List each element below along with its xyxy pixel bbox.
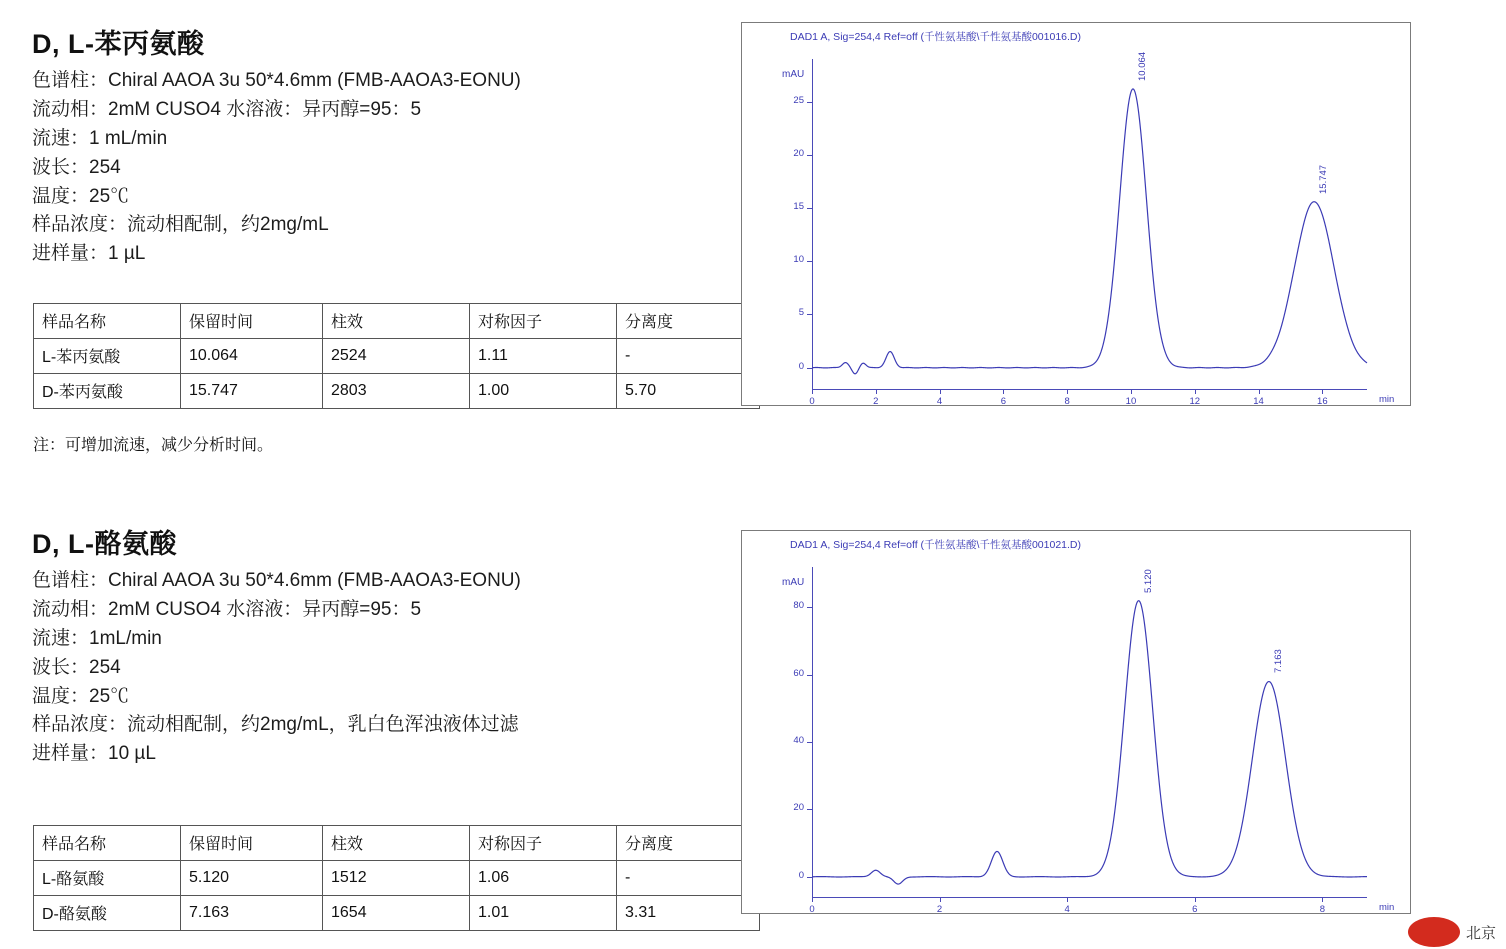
cell-column-efficiency: 1512: [323, 861, 470, 896]
x-axis-tick-label: 8: [1319, 904, 1325, 915]
x-axis-tick-label: 2: [936, 904, 943, 915]
note-phenylalanine: 注：可增加流速，减少分析时间。: [33, 437, 274, 454]
param-temperature: 温度：25℃: [32, 185, 130, 207]
cell-symmetry-factor: 1.11: [470, 339, 617, 374]
y-axis-unit-label: mAU: [782, 577, 805, 588]
cell-resolution: 5.70: [617, 374, 760, 409]
x-axis-tick-label: 4: [1064, 904, 1070, 915]
y-axis-tick-label: 5: [798, 307, 804, 319]
header-sample-name: 样品名称: [34, 826, 181, 861]
cell-sample-name: L-苯丙氨酸: [34, 339, 181, 374]
header-column-efficiency: 柱效: [323, 304, 470, 339]
chromatogram-title: DAD1 A, Sig=254,4 Ref=off (千性氨基酸\千性氨基酸001016.D): [790, 31, 1082, 43]
page-title-tyrosine: D, L-酪氨酸: [32, 529, 177, 559]
peak-label: 15.747: [1318, 164, 1330, 194]
header-symmetry-factor: 对称因子: [470, 304, 617, 339]
x-axis-tick-label: 6: [1000, 396, 1007, 407]
param-sample-concentration: 样品浓度：流动相配制，约2mg/mL: [32, 214, 329, 236]
cell-symmetry-factor: 1.06: [470, 861, 617, 896]
y-axis-tick-label: 0: [798, 869, 804, 881]
x-axis-tick-label: 8: [1064, 396, 1070, 407]
param-temperature: 温度：25℃: [32, 685, 130, 707]
x-axis-tick-label: 16: [1317, 396, 1328, 407]
header-column-efficiency: 柱效: [323, 826, 470, 861]
y-axis-tick-label: 10: [793, 254, 804, 266]
cell-retention-time: 10.064: [181, 339, 323, 374]
param-injection-volume: 进样量：10 µL: [32, 743, 156, 765]
table-row: [34, 339, 760, 374]
y-axis-tick-label: 60: [793, 667, 804, 679]
param-sample-concentration: 样品浓度：流动相配制，约2mg/mL，乳白色浑浊液体过滤: [32, 714, 519, 736]
cell-sample-name: L-酪氨酸: [34, 861, 181, 896]
cell-column-efficiency: 2803: [323, 374, 470, 409]
param-mobile-phase: 流动相：2mM CUSO4 水溶液：异丙醇=95：5: [32, 598, 422, 620]
param-flow-rate: 流速：1 mL/min: [32, 127, 168, 149]
chromatogram-title: DAD1 A, Sig=254,4 Ref=off (千性氨基酸\千性氨基酸001021.D): [790, 539, 1082, 551]
cell-symmetry-factor: 1.00: [470, 374, 617, 409]
y-axis-tick-label: 40: [793, 735, 804, 747]
param-wavelength: 波长：254: [32, 156, 121, 178]
y-axis-tick-label: 0: [798, 360, 804, 372]
parameters-block-tyrosine: [32, 522, 722, 769]
param-wavelength: 波长：254: [32, 656, 121, 678]
param-mobile-phase: 流动相：2mM CUSO4 水溶液：异丙醇=95：5: [32, 98, 422, 120]
param-flow-rate: 流速：1mL/min: [32, 627, 162, 649]
cell-resolution: 3.31: [617, 896, 760, 931]
x-axis-unit-label: min: [1379, 902, 1395, 913]
param-column: 色谱柱：Chiral AAOA 3u 50*4.6mm (FMB-AAOA3-EONU): [32, 570, 521, 591]
parameters-block-phenylalanine: [32, 22, 722, 269]
cell-column-efficiency: 2524: [323, 339, 470, 374]
y-axis-tick-label: 25: [793, 94, 804, 106]
x-axis-tick-label: 6: [1192, 904, 1198, 915]
header-retention-time: 保留时间: [181, 304, 323, 339]
header-sample-name: 样品名称: [34, 304, 181, 339]
cell-column-efficiency: 1654: [323, 896, 470, 931]
peak-label: 5.120: [1142, 568, 1154, 593]
y-axis-unit-label: mAU: [782, 69, 805, 80]
header-symmetry-factor: 对称因子: [470, 826, 617, 861]
logo-mark-icon: [1408, 917, 1460, 947]
page-title-phenylalanine: D, L-苯丙氨酸: [32, 29, 205, 59]
y-axis-tick-label: 20: [793, 147, 804, 159]
table-row: [34, 861, 760, 896]
chromatogram-trace: [812, 59, 1397, 391]
results-table-tyrosine: [33, 825, 760, 931]
chromatogram-tyrosine: [741, 530, 1411, 914]
x-axis-tick-label: 4: [936, 396, 943, 407]
logo-text: 北京: [1465, 924, 1496, 942]
x-axis-unit-label: min: [1379, 394, 1395, 405]
cell-retention-time: 7.163: [181, 896, 323, 931]
table-row: [34, 896, 760, 931]
x-axis-tick-label: 0: [809, 396, 815, 407]
peak-label: 7.163: [1272, 649, 1284, 674]
cell-sample-name: D-酪氨酸: [34, 896, 181, 931]
peak-label: 10.064: [1137, 51, 1148, 81]
x-axis-tick-label: 0: [809, 904, 815, 915]
x-axis-tick-label: 14: [1253, 396, 1264, 407]
x-axis-tick-label: 2: [873, 396, 879, 407]
cell-symmetry-factor: 1.01: [470, 896, 617, 931]
table-header-row: [34, 304, 760, 339]
chromatogram-trace: [812, 567, 1397, 899]
table-header-row: [34, 826, 760, 861]
y-axis-tick-label: 80: [793, 600, 804, 612]
chromatogram-phenylalanine: [741, 22, 1411, 406]
section-tyrosine: [0, 500, 1506, 949]
cell-resolution: -: [617, 861, 760, 896]
header-resolution: 分离度: [617, 304, 760, 339]
cell-retention-time: 15.747: [181, 374, 323, 409]
y-axis-tick-label: 20: [793, 802, 804, 814]
section-phenylalanine: [0, 0, 1506, 470]
cell-retention-time: 5.120: [181, 861, 323, 896]
x-axis-tick-label: 12: [1189, 396, 1201, 407]
param-column: 色谱柱：Chiral AAOA 3u 50*4.6mm (FMB-AAOA3-EONU): [32, 70, 521, 91]
header-retention-time: 保留时间: [181, 826, 323, 861]
cell-sample-name: D-苯丙氨酸: [34, 374, 181, 409]
param-injection-volume: 进样量：1 µL: [32, 243, 146, 265]
results-table-phenylalanine: [33, 303, 760, 409]
logo: [1408, 917, 1496, 947]
x-axis-tick-label: 10: [1125, 396, 1137, 407]
table-row: [34, 374, 760, 409]
cell-resolution: -: [617, 339, 760, 374]
header-resolution: 分离度: [617, 826, 760, 861]
y-axis-tick-label: 15: [793, 201, 804, 213]
